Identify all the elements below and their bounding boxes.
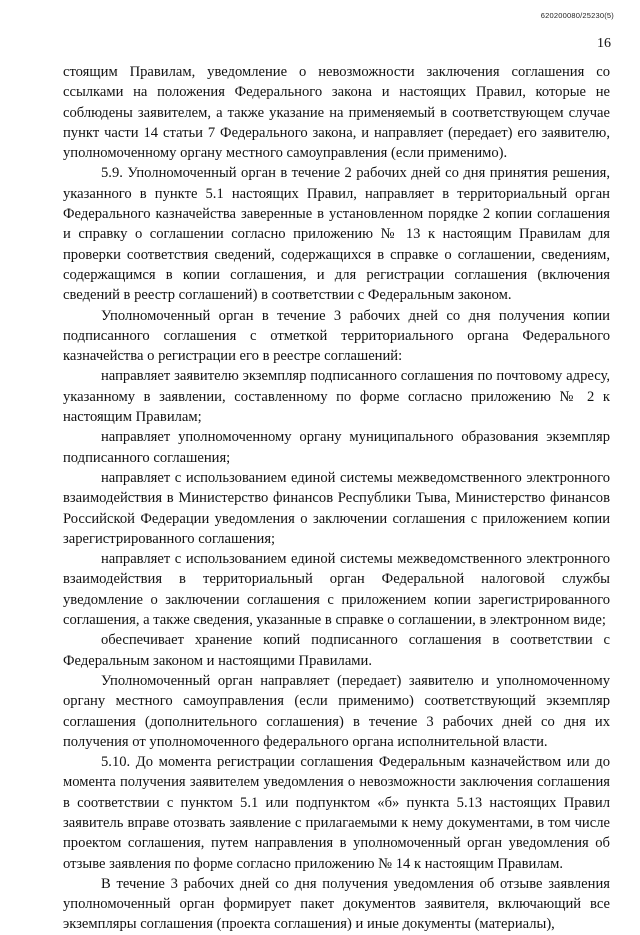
paragraph-5-9: 5.9. Уполномоченный орган в течение 2 рабочих дней со дня принятия решения, указанного в пункте 5.1 настоящих Правил, направляет в территориальный орган Федерального казначейства заверенные в установленном порядке 2 копии соглашения и справку о соглашении согласно приложению № 13 к настоящим Правилам для проверки соответствия сведений, содержащихся в справке о соглашении, сведениям, содержащимся в копии соглашения, и для регистрации соглашения (включения сведений в реестр соглашений) в соответствии с Федеральным законом.: [63, 165, 610, 304]
list-item: обеспечивает хранение копий подписанного соглашения в соответствии с Федеральным законом и настоящими Правилами.: [63, 632, 610, 669]
list-item: направляет с использованием единой системы межведомственного электронного взаимодействия в территориальный орган Федеральной налоговой службы уведомление о заключении соглашения с приложением копии зарегистрированного соглашения, а также сведения, указанные в справке о соглашении, в электронном виде;: [63, 551, 610, 629]
paragraph: Уполномоченный орган в течение 3 рабочих дней со дня получения копии подписанного соглашения с отметкой территориального органа Федерального казначейства о регистрации его в реестре соглашений:: [63, 307, 610, 365]
paragraph-5-10: 5.10. До момента регистрации соглашения Федеральным казначейством или до момента получения заявителем уведомления о невозможности заключения соглашения в соответствии с пунктом 5.1 или подпунктом «б» пункта 5.13 настоящих Правил заявитель вправе отозвать заявление с прилагаемыми к нему документами, в том числе проектом соглашения, путем направления в уполномоченный орган уведомления об отзыве заявления по форме согласно приложению № 14 к настоящим Правилам.: [63, 754, 610, 872]
document-body: [63, 62, 610, 935]
list-item: направляет с использованием единой системы межведомственного электронного взаимодействия в Министерство финансов Республики Тыва, Министерство финансов Российской Федерации уведомления о заключении соглашения с приложением копии зарегистрированного соглашения;: [63, 469, 610, 547]
document-code: 620200080/25230(5): [540, 11, 614, 20]
list-item: направляет уполномоченному органу муниципального образования экземпляр подписанного соглашения;: [63, 429, 610, 466]
paragraph: В течение 3 рабочих дней со дня получения уведомления об отзыве заявления уполномоченный орган формирует пакет документов заявителя, включающий все экземпляры соглашения (проекта соглашения) и иные документы (материалы),: [63, 875, 610, 933]
page-number: 16: [597, 36, 611, 51]
paragraph: Уполномоченный орган направляет (передает) заявителю и уполномоченному органу местного самоуправления (если применимо) соответствующий экземпляр соглашения (дополнительного соглашения) в течение 3 рабочих дней со дня их получения от уполномоченного федерального органа исполнительной власти.: [63, 672, 610, 750]
paragraph-continuation: стоящим Правилам, уведомление о невозможности заключения соглашения со ссылками на положения Федерального закона и настоящих Правил, которые не соблюдены заявителем, а также указание на применяемый в соответствующем случае пункт части 14 статьи 7 Федерального закона, и направляет (передает) его заявителю, уполномоченному органу местного самоуправления (если применимо).: [63, 64, 610, 162]
list-item: направляет заявителю экземпляр подписанного соглашения по почтовому адресу, указанному в заявлении, составленному по форме согласно приложению № 2 к настоящим Правилам;: [63, 368, 610, 426]
